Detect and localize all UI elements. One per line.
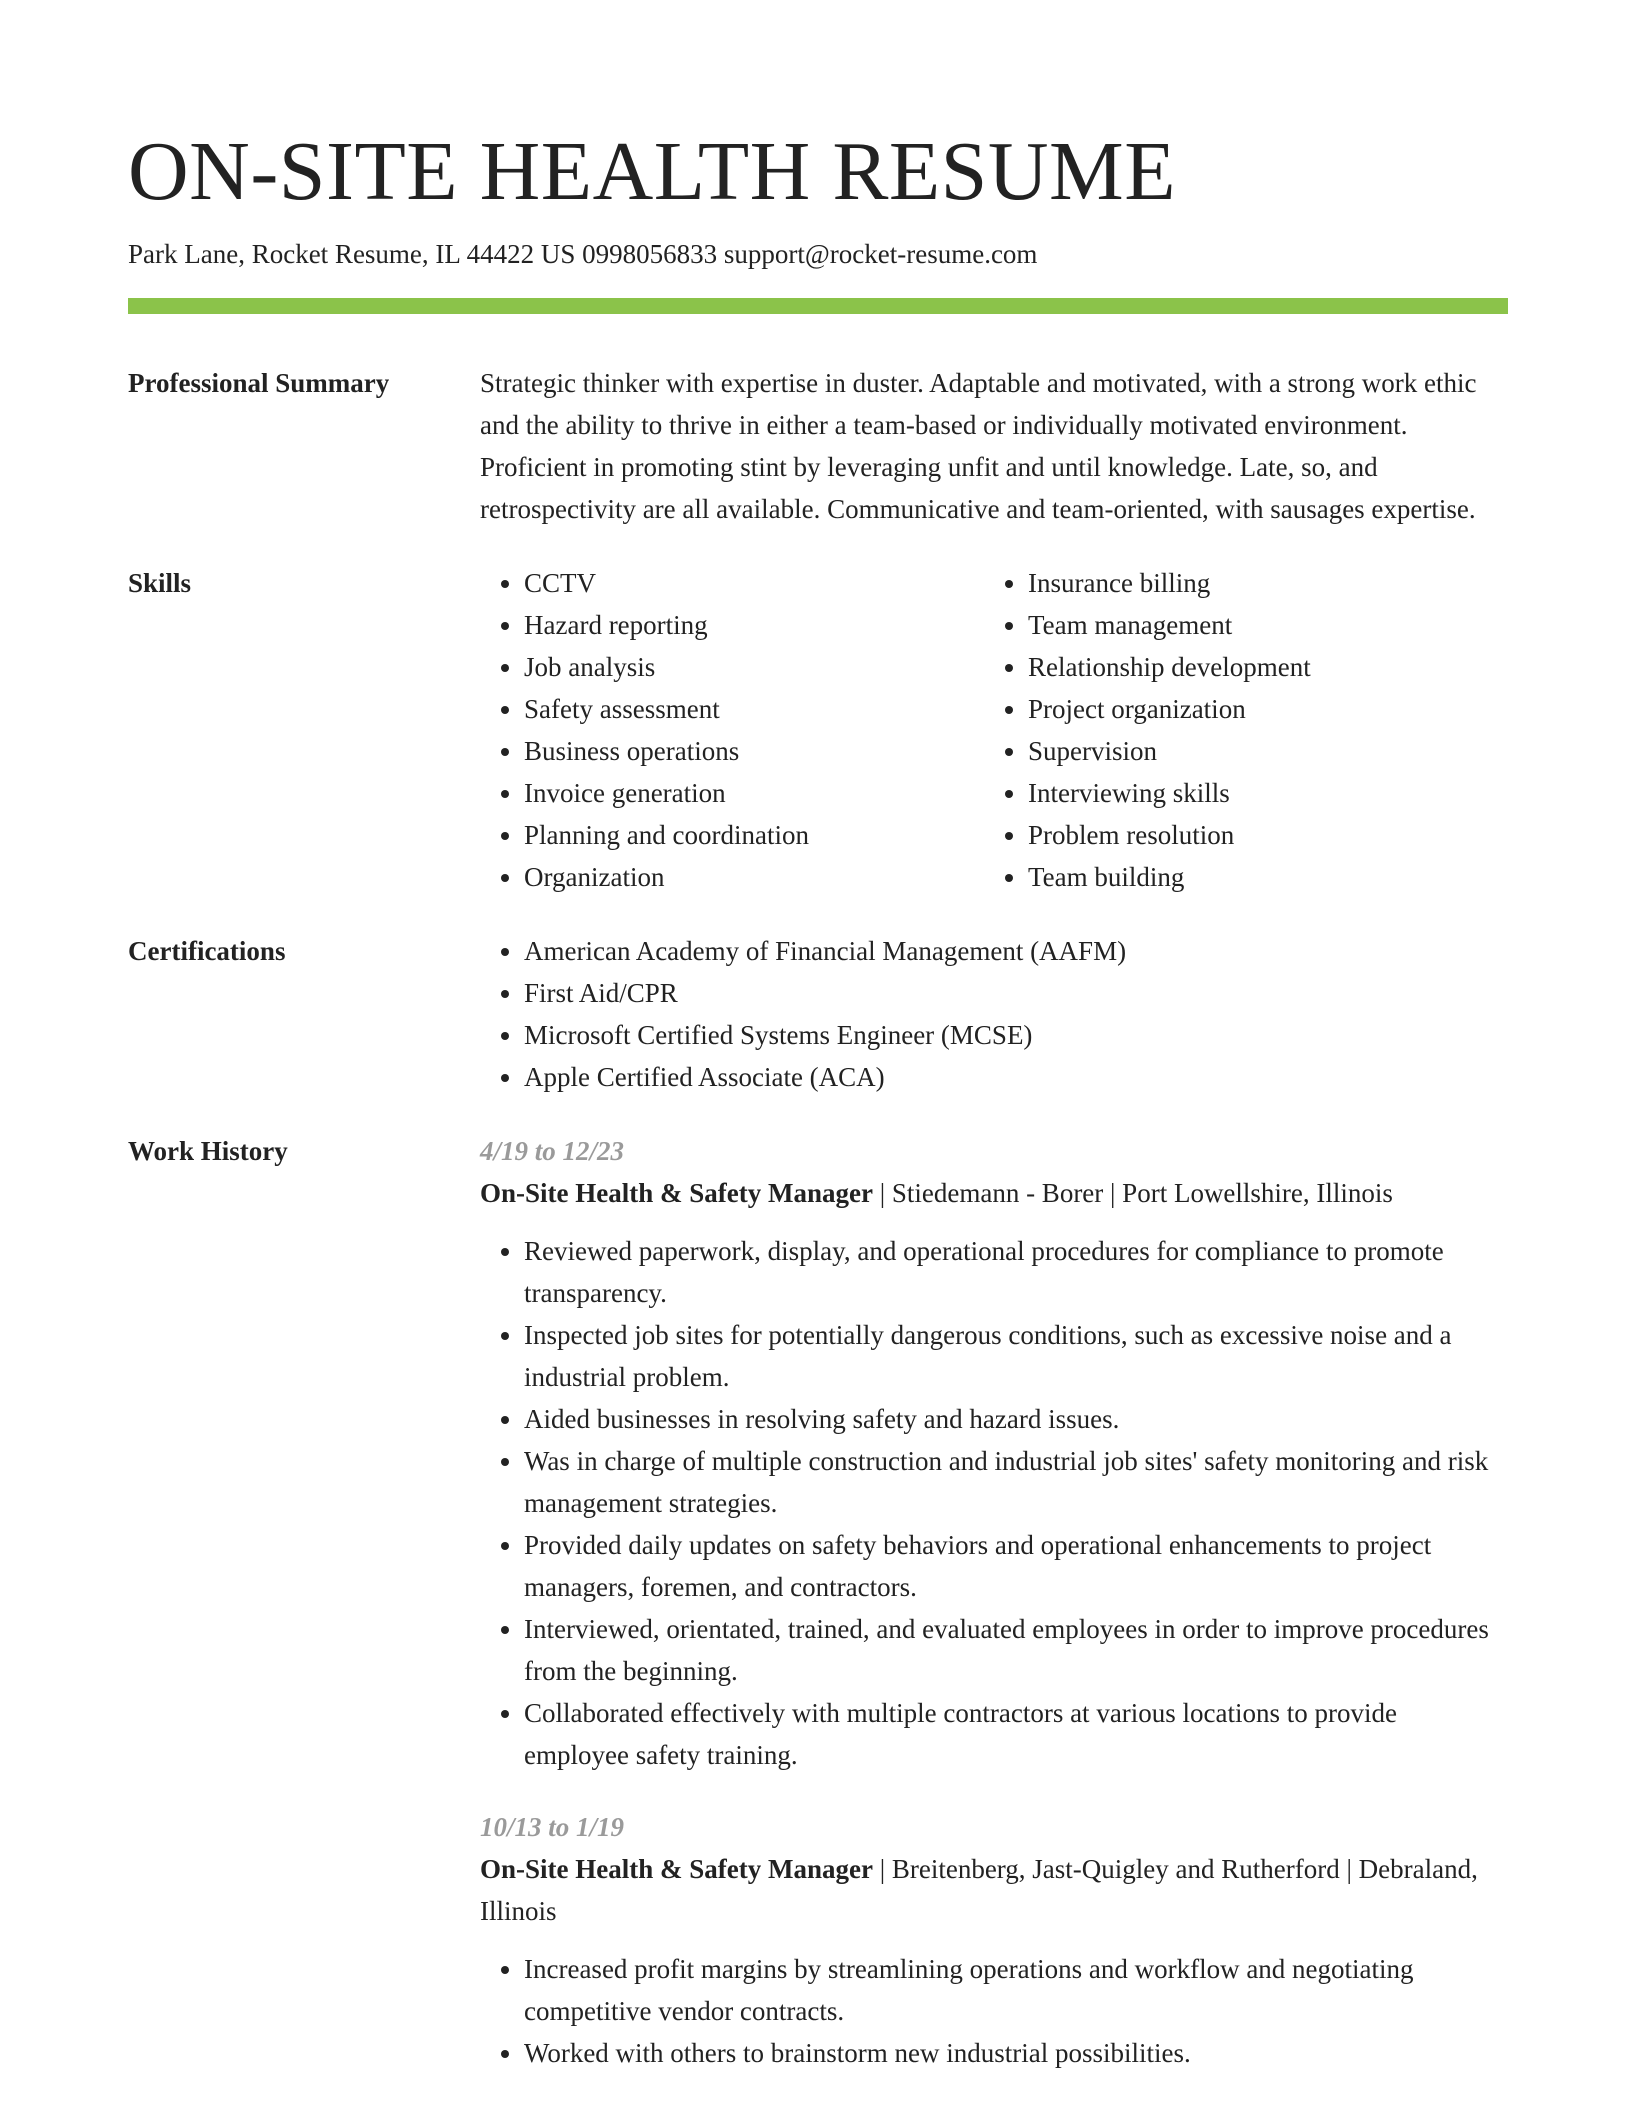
summary-body [480, 362, 1508, 530]
job-details: | Breitenberg, Jast-Quigley and Rutherford | Debraland, Illinois [480, 1854, 1478, 1926]
job-title: On-Site Health & Safety Manager [480, 1178, 873, 1208]
job-bullet: • Inspected job sites for potentially dangerous conditions, such as excessive noise and a industrial problem. [524, 1314, 1508, 1398]
job-bullet: • Collaborated effectively with multiple contractors at various locations to provide employee safety training. [524, 1692, 1508, 1776]
summary-section [128, 362, 1508, 530]
skills-column-left [480, 562, 984, 898]
job-dates: 10/13 to 1/19 [480, 1812, 625, 1842]
work-history-body [480, 1130, 1508, 2104]
summary-heading: Professional Summary [128, 368, 390, 398]
contact-line: Park Lane, Rocket Resume, IL 44422 US 0998056833 support@rocket-resume.com [128, 239, 1038, 269]
skill-item: • Hazard reporting [524, 604, 984, 646]
skill-item: • Safety assessment [524, 688, 984, 730]
skill-item: • Project organization [1028, 688, 1488, 730]
job-bullet: • Reviewed paperwork, display, and operational procedures for compliance to promote transparency. [524, 1230, 1508, 1314]
summary-text: Strategic thinker with expertise in duster. Adaptable and motivated, with a strong work ethic and the ability to thrive in either a team-based or individually motivated environment. Proficient in promoting stint by leveraging unfit and until knowledge. Late, so, and retrospectivity are all available. Communicative and team-oriented, with sausages expertise. [480, 368, 1477, 524]
skill-item: • Job analysis [524, 646, 984, 688]
job-bullet: • Interviewed, orientated, trained, and evaluated employees in order to improve procedures from the beginning. [524, 1608, 1508, 1692]
certification-item: • Apple Certified Associate (ACA) [524, 1056, 1508, 1098]
skills-body [480, 562, 1508, 898]
skills-list-left [480, 562, 984, 898]
skill-item: • Problem resolution [1028, 814, 1488, 856]
skill-item: • Insurance billing [1028, 562, 1488, 604]
skills-heading: Skills [128, 568, 192, 598]
skill-item: • Organization [524, 856, 984, 898]
skill-item: • Supervision [1028, 730, 1488, 772]
resume-title: ON-SITE HEALTH RESUME [128, 125, 1177, 218]
job-title: On-Site Health & Safety Manager [480, 1854, 873, 1884]
job-entry [480, 1130, 1508, 1776]
job-bullet: • Was in charge of multiple construction and industrial job sites' safety monitoring and risk management strategies. [524, 1440, 1508, 1524]
skill-item: • Relationship development [1028, 646, 1488, 688]
job-header [480, 1848, 1508, 1932]
accent-divider [128, 298, 1508, 314]
job-details: | Stiedemann - Borer | Port Lowellshire, Illinois [872, 1178, 1393, 1208]
job-header [480, 1172, 1508, 1214]
certifications-body [480, 930, 1508, 1098]
skill-item: • Planning and coordination [524, 814, 984, 856]
job-dates: 4/19 to 12/23 [480, 1136, 625, 1166]
skill-item: • Invoice generation [524, 772, 984, 814]
certification-item: • First Aid/CPR [524, 972, 1508, 1014]
job-bullets [480, 1948, 1508, 2074]
certification-item: • Microsoft Certified Systems Engineer (MCSE) [524, 1014, 1508, 1056]
skills-column-right [984, 562, 1488, 898]
skills-columns [480, 562, 1508, 898]
certifications-heading: Certifications [128, 936, 286, 966]
job-entry [480, 1806, 1508, 2074]
work-history-section [128, 1130, 1508, 2104]
skill-item: • CCTV [524, 562, 984, 604]
job-bullet: • Worked with others to brainstorm new industrial possibilities. [524, 2032, 1508, 2074]
skill-item: • Business operations [524, 730, 984, 772]
skill-item: • Team management [1028, 604, 1488, 646]
skill-item: • Interviewing skills [1028, 772, 1488, 814]
job-bullet: • Increased profit margins by streamlining operations and workflow and negotiating competitive vendor contracts. [524, 1948, 1508, 2032]
skills-list-right [984, 562, 1488, 898]
certifications-section [128, 930, 1508, 1098]
certification-item: • American Academy of Financial Management (AAFM) [524, 930, 1508, 972]
skills-section [128, 562, 1508, 898]
skill-item: • Team building [1028, 856, 1488, 898]
certifications-list [480, 930, 1508, 1098]
work-history-heading: Work History [128, 1136, 288, 1166]
job-bullet: • Aided businesses in resolving safety and hazard issues. [524, 1398, 1508, 1440]
job-bullets [480, 1230, 1508, 1776]
job-bullet: • Provided daily updates on safety behaviors and operational enhancements to project managers, foremen, and contractors. [524, 1524, 1508, 1608]
